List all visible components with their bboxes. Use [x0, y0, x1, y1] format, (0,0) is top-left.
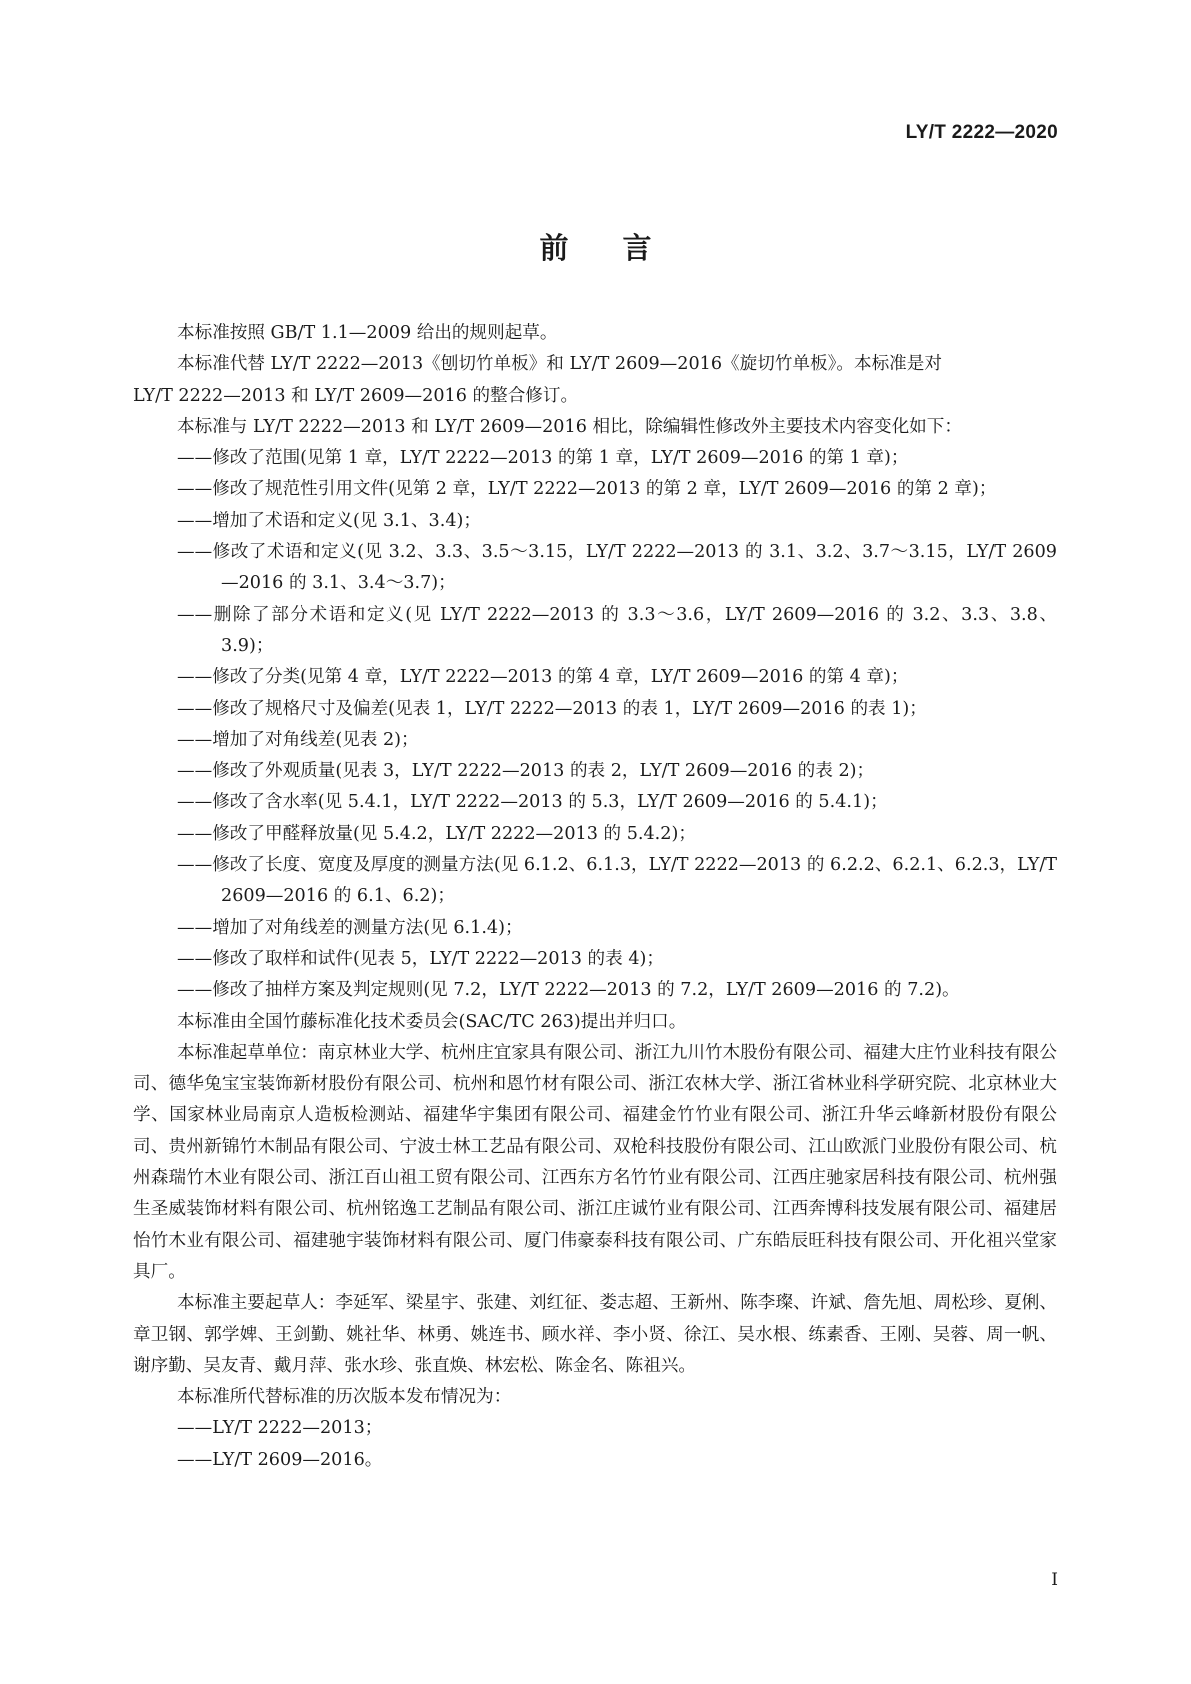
paragraph: 本标准所代替标准的历次版本发布情况为：: [177, 1387, 512, 1408]
list-item: ——修改了术语和定义(见 3.2、3.3、3.5～3.15，LY/T 2222—2013 的 3.1、3.2、3.7～3.15，LY/T 2609—2016 的 3.1、3.4～3.7)；: [177, 542, 1057, 594]
paragraph: 本标准与 LY/T 2222—2013 和 LY/T 2609—2016 相比，除编辑性修改外主要技术内容变化如下：: [177, 416, 962, 437]
list-item: ——修改了含水率(见 5.4.1，LY/T 2222—2013 的 5.3，LY/T 2609—2016 的 5.4.1)；: [177, 792, 888, 813]
paragraph: 本标准主要起草人：李延军、梁星宇、张建、刘红征、娄志超、王新州、陈李璨、许斌、詹先旭、周松珍、夏俐、章卫钢、郭学婢、王剑勤、姚社华、林勇、姚连书、顾水祥、李小贤、徐江、吴水根、练素香、王刚、吴蓉、周一帆、谢序勤、吴友青、戴月萍、张水珍、张直焕、林宏松、陈金名、陈祖兴。: [133, 1293, 1057, 1376]
list-item: ——修改了甲醛释放量(见 5.4.2，LY/T 2222—2013 的 5.4.2)；: [177, 823, 696, 844]
list-item: ——增加了对角线差(见表 2)；: [177, 729, 419, 750]
list-item: ——LY/T 2609—2016。: [177, 1449, 383, 1470]
list-item: ——修改了取样和试件(见表 5，LY/T 2222—2013 的表 4)；: [177, 948, 664, 969]
paragraph: 本标准按照 GB/T 1.1—2009 给出的规则起草。: [177, 323, 558, 343]
list-item: ——删除了部分术语和定义(见 LY/T 2222—2013 的 3.3～3.6，LY/T 2609—2016 的 3.2、3.3、3.8、3.9)；: [177, 604, 1057, 656]
foreword-body: [133, 318, 1057, 1476]
page-title: 前言: [539, 231, 706, 265]
list-item: ——修改了规范性引用文件(见第 2 章，LY/T 2222—2013 的第 2 章，LY/T 2609—2016 的第 2 章)；: [177, 479, 997, 500]
list-item: ——LY/T 2222—2013；: [177, 1418, 383, 1439]
list-item: ——增加了术语和定义(见 3.1、3.4)；: [177, 510, 482, 531]
standard-code: LY/T 2222—2020: [905, 122, 1058, 143]
list-item: ——修改了分类(见第 4 章，LY/T 2222—2013 的第 4 章，LY/T 2609—2016 的第 4 章)；: [177, 667, 909, 688]
list-item: ——修改了范围(见第 1 章，LY/T 2222—2013 的第 1 章，LY/T 2609—2016 的第 1 章)；: [177, 448, 909, 469]
page-number: I: [1051, 1570, 1058, 1590]
paragraph: 本标准由全国竹藤标准化技术委员会(SAC/TC 263)提出并归口。: [177, 1011, 687, 1032]
list-item: ——修改了抽样方案及判定规则(见 7.2，LY/T 2222—2013 的 7.2，LY/T 2609—2016 的 7.2)。: [177, 980, 960, 1001]
paragraph: 本标准起草单位：南京林业大学、杭州庄宜家具有限公司、浙江九川竹木股份有限公司、福建大庄竹业科技有限公司、德华兔宝宝装饰新材股份有限公司、杭州和恩竹材有限公司、浙江农林大学、浙江省林业科学研究院、北京林业大学、国家林业局南京人造板检测站、福建华宇集团有限公司、福建金竹竹业有限公司、浙江升华云峰新材股份有限公司、贵州新锦竹木制品有限公司、宁波士林工艺品有限公司、双枪科技股份有限公司、江山欧派门业股份有限公司、杭州森瑞竹木业有限公司、浙江百山祖工贸有限公司、江西东方名竹竹业有限公司、江西庄驰家居科技有限公司、杭州强生圣威装饰材料有限公司、杭州铭逸工艺制品有限公司、浙江庄诚竹业有限公司、江西奔博科技发展有限公司、福建居怡竹木业有限公司、福建驰宇装饰材料有限公司、厦门伟豪泰科技有限公司、广东皓辰旺科技有限公司、开化祖兴堂家具厂。: [133, 1042, 1057, 1282]
list-item: ——修改了长度、宽度及厚度的测量方法(见 6.1.2、6.1.3，LY/T 2222—2013 的 6.2.2、6.2.1、6.2.3，LY/T 2609—2016 的 6.1、6.2)；: [177, 855, 1057, 907]
list-item: ——修改了规格尺寸及偏差(见表 1，LY/T 2222—2013 的表 1，LY/T 2609—2016 的表 1)；: [177, 698, 927, 719]
paragraph: 本标准代替 LY/T 2222—2013《刨切竹单板》和 LY/T 2609—2016《旋切竹单板》。本标准是对 LY/T 2222—2013 和 LY/T 2609—2016 的整合修订。: [133, 354, 942, 406]
list-item: ——修改了外观质量(见表 3，LY/T 2222—2013 的表 2，LY/T 2609—2016 的表 2)；: [177, 761, 875, 782]
list-item: ——增加了对角线差的测量方法(见 6.1.4)；: [177, 917, 523, 938]
